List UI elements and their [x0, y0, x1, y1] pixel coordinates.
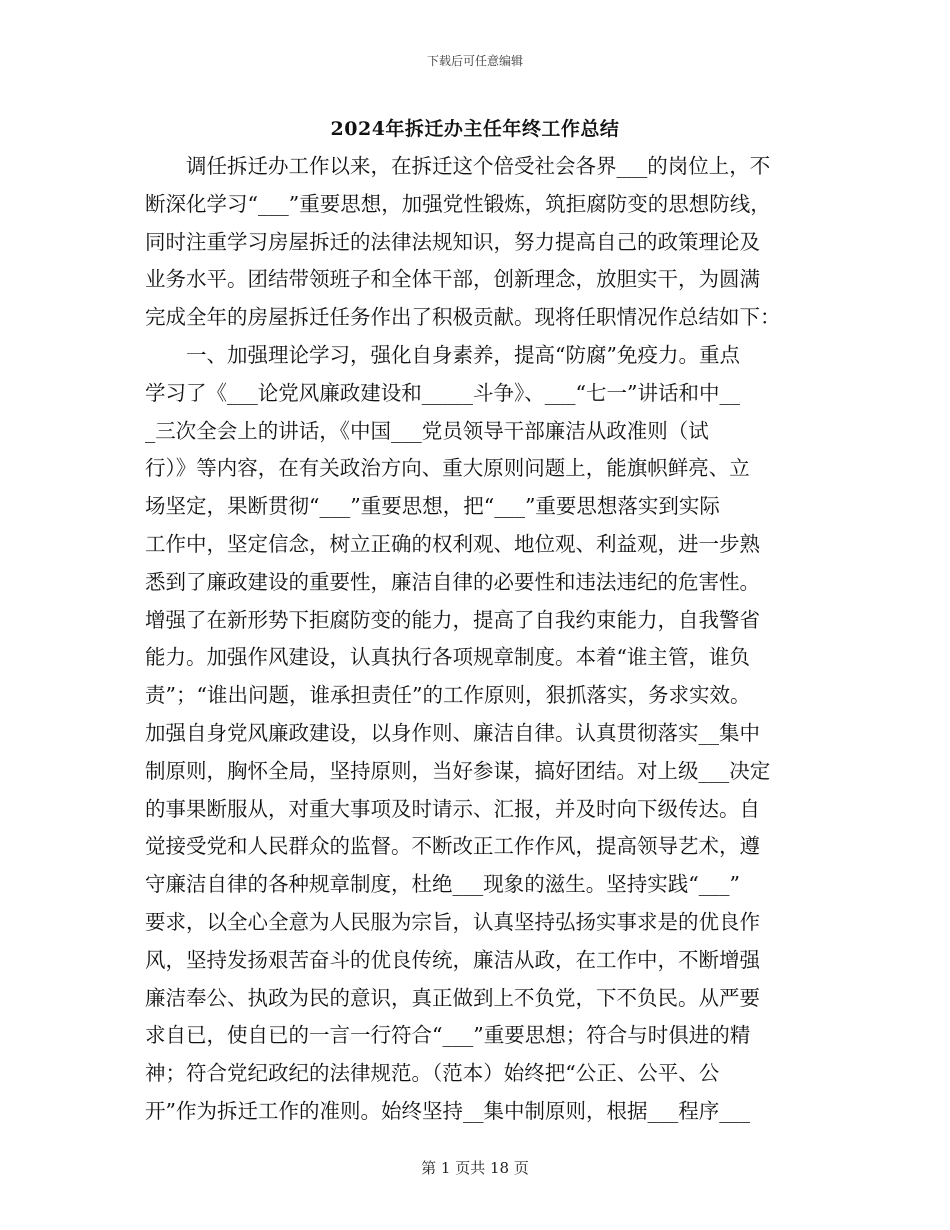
text-line: 工作中，坚定信念，树立正确的权利观、地位观、利益观，进一步熟	[145, 531, 760, 556]
text-line: 责”；“谁出问题，谁承担责任”的工作原则，狠抓落实，务求实效。	[145, 683, 751, 708]
text-line: 悉到了廉政建设的重要性，廉洁自律的必要性和违法违纪的危害性。	[145, 569, 760, 594]
text-line: 调任拆迁办工作以来，在拆迁这个倍受社会各界___的岗位上，不	[145, 154, 771, 178]
text-line: 同时注重学习房屋拆迁的法律法规知识，努力提高自己的政策理论及	[145, 229, 760, 254]
text-line: 完成全年的房屋拆迁任务作出了积极贡献。现将任职情况作总结如下：	[145, 305, 781, 330]
page-number: 第 1 页共 18 页	[421, 1159, 529, 1177]
page-header-note: 下载后可任意编辑	[426, 54, 523, 68]
text-line: _三次全会上的讲话，《中国___党员领导干部廉洁从政准则（试	[145, 418, 709, 443]
text-line: 守廉洁自律的各种规章制度，杜绝___现象的滋生。坚持实践“___”	[145, 872, 740, 897]
text-line: 断深化学习“___”重要思想，加强党性锻炼，筑拒腐防变的思想防线，	[145, 191, 771, 216]
text-line: 风，坚持发扬艰苦奋斗的优良传统，廉洁从政，在工作中，不断增强	[145, 947, 760, 972]
text-line: 求自已，使自已的一言一行符合“___”重要思想；符合与时俱进的精	[145, 1023, 751, 1048]
text-line: 觉接受党和人民群众的监督。不断改正工作作风，提高领导艺术，遵	[145, 834, 760, 859]
text-line: 行）》等内容，在有关政治方向、重大原则问题上，能旗帜鲜亮、立	[145, 456, 750, 481]
text-line: 要求，以全心全意为人民服为宗旨，认真坚持弘扬实事求是的优良作	[145, 909, 760, 934]
text-line: 廉洁奉公、执政为民的意识，真正做到上不负党，下不负民。从严要	[145, 985, 760, 1010]
text-line: 场坚定，果断贯彻“___”重要思想，把“___”重要思想落实到实际	[145, 494, 720, 519]
text-line: 制原则，胸怀全局，坚持原则，当好参谋，搞好团结。对上级___决定	[145, 758, 771, 783]
text-line: 开”作为拆迁工作的准则。始终坚持__集中制原则，根据___程序___	[145, 1098, 750, 1123]
text-line: 业务水平。团结带领班子和全体干部，创新理念，放胆实干，为圆满	[145, 267, 760, 292]
document-title: 2024年拆迁办主任年终工作总结	[330, 118, 620, 140]
text-line: 加强自身党风廉政建设，以身作则、廉洁自律。认真贯彻落实__集中	[145, 720, 760, 745]
text-line: 的事果断服从，对重大事项及时请示、汇报，并及时向下级传达。自	[145, 796, 760, 821]
text-line: 神；符合党纪政纪的法律规范。（范本）始终把“公正、公平、公	[145, 1061, 720, 1086]
text-line: 增强了在新形势下拒腐防变的能力，提高了自我约束能力，自我警省	[145, 607, 760, 632]
text-line: 能力。加强作风建设，认真执行各项规章制度。本着“谁主管，谁负	[145, 645, 750, 670]
text-line: 学习了《___论党风廉政建设和_____斗争》、___“七一”讲话和中__	[145, 380, 740, 405]
document-body	[145, 148, 825, 1131]
text-line: 一、加强理论学习，强化自身素养，提高“防腐”免疫力。重点	[145, 342, 740, 367]
